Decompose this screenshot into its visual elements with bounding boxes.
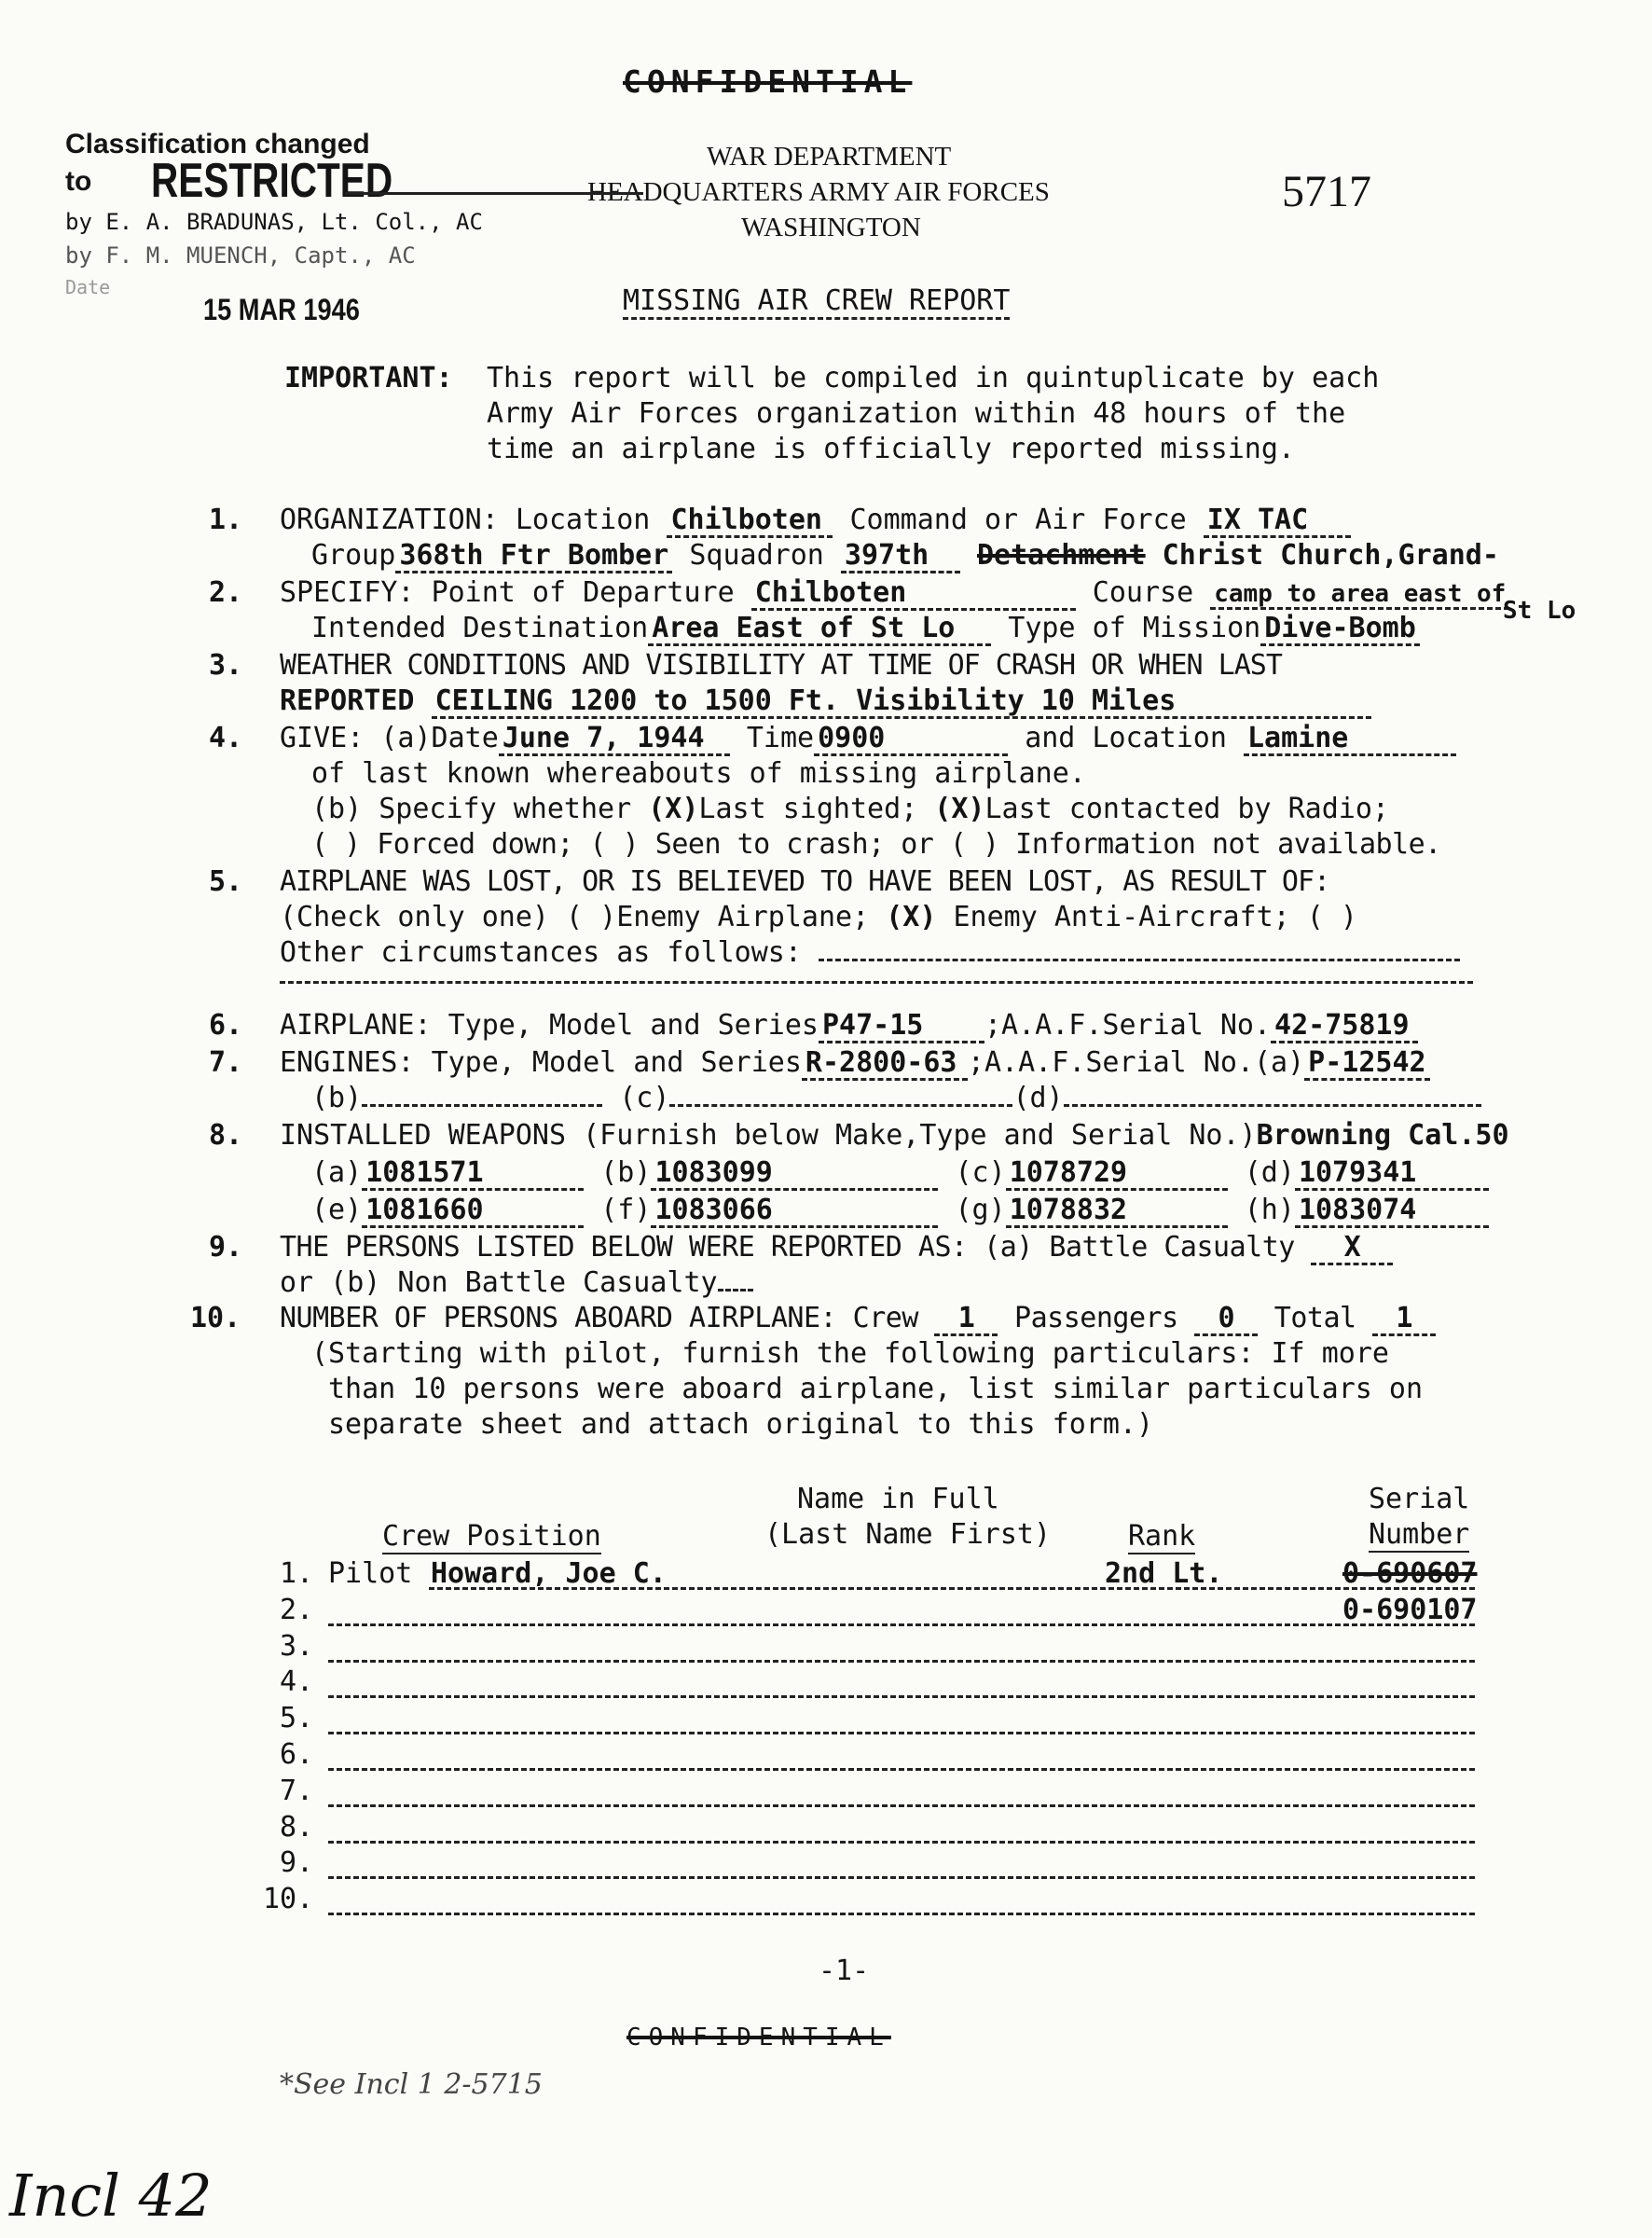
item-2-number: 2. (209, 576, 243, 609)
other-circumstances-label: Other circumstances as follows: (280, 936, 802, 969)
crew-row-line (328, 1768, 1475, 1771)
item-5-extra-line (280, 981, 1473, 984)
time-value: 0900 (814, 724, 1008, 756)
give-label: GIVE: (280, 722, 365, 754)
header-name-top: Name in Full (797, 1483, 999, 1515)
departure-value: Chilboten (751, 578, 1076, 611)
engine-c-value (669, 1104, 1012, 1107)
weapon-b-label: (b) (600, 1156, 652, 1189)
mission-value: Dive-Bomb (1260, 614, 1420, 646)
crew-row-line (328, 1660, 1475, 1663)
item-4-number: 4. (209, 722, 243, 754)
header-rank: Rank (1128, 1520, 1196, 1553)
item-1-number: 1. (209, 504, 243, 536)
report-number: 5717 (1282, 167, 1371, 216)
weapon-a-label: (a) (311, 1156, 363, 1189)
location-value: Chilboten (667, 505, 833, 538)
last-sighted-label: Last sighted; (698, 793, 918, 825)
passengers-label: Passengers (1014, 1302, 1178, 1334)
weapon-c-label: (c) (955, 1156, 1006, 1189)
confidential-bottom: CONFIDENTIAL (626, 2024, 891, 2052)
item-9-number: 9. (209, 1231, 243, 1264)
engine-b-label: (b) (311, 1082, 363, 1114)
airplane-type-label: Type, Model and Series (447, 1009, 819, 1042)
item-4-line-3 (311, 793, 1389, 825)
crew-row-number: 8. (280, 1811, 314, 1844)
date-label: (a)Date (380, 722, 499, 754)
weapons-row-1 (311, 1156, 1489, 1191)
crew-row-number: 1. (280, 1557, 314, 1590)
squadron-label: Squadron (689, 539, 824, 572)
crew-name: Howard, Joe C. (431, 1557, 667, 1590)
confidential-top: CONFIDENTIAL (623, 63, 913, 100)
location-note: Christ Church,Grand- (1162, 539, 1499, 572)
organization-label: ORGANIZATION: (280, 504, 499, 536)
destination-value: Area East of St Lo (648, 614, 991, 646)
persons-aboard-label: NUMBER OF PERSONS ABOARD AIRPLANE: Crew (280, 1302, 918, 1334)
crew-serial: 0-690607 (1342, 1557, 1478, 1590)
weather-value: CEILING 1200 to 1500 Ft. Visibility 10 Miles (432, 686, 1371, 719)
important-line-2: Army Air Forces organization within 48 hours of the (487, 397, 1346, 430)
item-10-line-1 (280, 1302, 1436, 1336)
crew-row-line (328, 1913, 1475, 1915)
crew-count: 1 (934, 1304, 998, 1336)
weapon-e-label: (e) (311, 1194, 363, 1226)
header-position: Crew Position (382, 1520, 601, 1553)
engine-d-label: (d) (1012, 1082, 1064, 1114)
dept-line-1: WAR DEPARTMENT (707, 142, 952, 172)
non-battle-label: or (b) Non Battle Casualty (280, 1266, 718, 1299)
important-label: IMPORTANT: (284, 362, 453, 394)
header-serial-bottom: Number (1369, 1518, 1470, 1551)
page-number: -1- (819, 1955, 870, 1987)
battle-casualty-mark: X (1311, 1233, 1393, 1265)
command-value: IX TAC (1204, 505, 1351, 538)
header-serial-top: Serial (1369, 1483, 1470, 1515)
group-value: 368th Ftr Bomber (395, 541, 672, 573)
last-contacted-mark: (X) (934, 793, 985, 825)
weapon-f-label: (f) (600, 1194, 652, 1226)
item-5-line-1: AIRPLANE WAS LOST, OR IS BELIEVED TO HAVE BEEN LOST, AS RESULT OF: (280, 865, 1330, 898)
airplane-serial-label: ;A.A.F.Serial No. (984, 1009, 1272, 1042)
crew-position: Pilot (328, 1557, 413, 1590)
item-4-line-4: ( ) Forced down; ( ) Seen to crash; or ( ) Information not available. (311, 828, 1441, 861)
crew-rank: 2nd Lt. (1105, 1557, 1223, 1590)
weapon-g-label: (g) (955, 1194, 1006, 1226)
crew-row-number: 4. (280, 1665, 314, 1698)
total-label: Total (1273, 1302, 1356, 1334)
crew-row-number: 9. (280, 1846, 314, 1879)
weapons-row-2 (311, 1194, 1489, 1228)
destination-label: Intended Destination (311, 612, 649, 644)
stamp-date: 15 MAR 1946 (203, 293, 360, 326)
location-4-label: and Location (1025, 722, 1227, 754)
crew-row-line (328, 1623, 1475, 1626)
passengers-count: 0 (1194, 1304, 1258, 1336)
crew-row-number: 6. (280, 1738, 314, 1771)
weapons-label: INSTALLED WEAPONS (Furnish below Make,Type and Serial No.) (280, 1119, 1257, 1152)
engines-label: ENGINES: (280, 1046, 415, 1079)
item-7-number: 7. (209, 1046, 243, 1079)
item-9-line-2 (280, 1266, 753, 1299)
crew-row-number: 2. (280, 1594, 314, 1626)
engine-b-value (362, 1104, 602, 1107)
weapon-d-serial: 1079341 (1295, 1158, 1489, 1191)
item-6-number: 6. (209, 1009, 243, 1042)
item-2-line-2 (311, 612, 1420, 646)
check-only-one: (Check only one) ( )Enemy Airplane; (280, 901, 870, 933)
weapon-f-serial: 1083066 (651, 1195, 938, 1228)
location-label: Location (515, 504, 651, 536)
item-8-line-1 (280, 1119, 1509, 1152)
item-5-line-3 (280, 936, 1460, 969)
item-4-line-1 (280, 722, 1456, 756)
last-sighted-mark: (X) (648, 793, 699, 825)
location-4-value: Lamine (1244, 724, 1456, 756)
crew-row-line (328, 1732, 1475, 1734)
item-1-line-1 (280, 504, 1351, 538)
item-10-number: 10. (190, 1302, 241, 1334)
reported-label: REPORTED (280, 684, 415, 717)
dept-line-2: HEADQUARTERS ARMY AIR FORCES (587, 177, 1050, 207)
weapon-h-serial: 1083074 (1295, 1195, 1489, 1228)
reported-as-label: THE PERSONS LISTED BELOW WERE REPORTED AS: (a) Battle Casualty (280, 1231, 1295, 1264)
anti-aircraft-mark: (X) (886, 901, 937, 933)
dept-line-3: WASHINGTON (741, 213, 921, 242)
weapon-c-serial: 1078729 (1006, 1158, 1228, 1191)
weather-line-1: WEATHER CONDITIONS AND VISIBILITY AT TIME OF CRASH OR WHEN LAST (280, 649, 1282, 682)
date-value: June 7, 1944 (499, 724, 730, 756)
item-9-line-1 (280, 1231, 1393, 1265)
specify-label: SPECIFY: (280, 576, 415, 609)
time-label: Time (746, 722, 815, 754)
course-value: camp to area east of (1210, 582, 1509, 610)
item-10-line-4: separate sheet and attach original to this form.) (328, 1408, 1154, 1441)
stamp-by-2: by F. M. MUENCH, Capt., AC (65, 242, 416, 269)
item-8-number: 8. (209, 1119, 243, 1152)
crew-row-line (328, 1804, 1475, 1807)
item-4-line-2: of last known whereabouts of missing airplane. (311, 757, 1086, 790)
engine-d-value (1064, 1104, 1481, 1107)
item-5-number: 5. (209, 865, 243, 898)
airplane-type-value: P47-15 (819, 1011, 984, 1043)
weapon-h-label: (h) (1244, 1194, 1295, 1226)
stamp-line-1: Classification changed (65, 129, 370, 159)
command-label: Command or Air Force (849, 504, 1187, 536)
item-6-line (280, 1009, 1418, 1043)
item-2-line-1 (280, 576, 1509, 611)
stamp-date-label: Date (65, 276, 111, 298)
report-title: MISSING AIR CREW REPORT (623, 284, 1010, 320)
item-7-line-1 (280, 1046, 1430, 1081)
engine-serial-a-value: P-12542 (1304, 1048, 1429, 1081)
important-line-3: time an airplane is officially reported missing. (487, 433, 1295, 465)
engine-type-value: R-2800-63 (802, 1048, 968, 1081)
stamp-by-1: by E. A. BRADUNAS, Lt. Col., AC (65, 209, 483, 235)
item-10-line-3: than 10 persons were aboard airplane, list similar particulars on (328, 1373, 1423, 1405)
course-end: St Lo (1503, 597, 1576, 625)
item-7-line-2 (311, 1082, 1481, 1114)
item-10-line-2: (Starting with pilot, furnish the following particulars: If more (311, 1337, 1389, 1370)
item-3-number: 3. (209, 649, 243, 682)
handwritten-note: *See Incl 1 2-5715 (280, 2068, 543, 2101)
squadron-value: 397th (841, 541, 960, 573)
item-1-line-2 (311, 539, 1499, 573)
item-5-line-2 (280, 901, 1357, 933)
weapon-d-label: (d) (1244, 1156, 1295, 1189)
crew-row-number: 3. (280, 1630, 314, 1663)
crew-row-number: 7. (280, 1775, 314, 1807)
course-label: Course (1092, 576, 1194, 609)
header-name-bottom: (Last Name First) (764, 1518, 1052, 1551)
non-battle-value (718, 1289, 753, 1292)
mission-label: Type of Mission (1008, 612, 1261, 644)
crew-row-line (328, 1695, 1475, 1698)
engine-type-label: Type, Model and Series (431, 1046, 802, 1079)
group-label: Group (311, 539, 396, 572)
weapon-g-serial: 1078832 (1006, 1195, 1228, 1228)
important-line-1: This report will be compiled in quintuplicate by each (487, 362, 1380, 394)
weapon-b-serial: 1083099 (651, 1158, 938, 1191)
total-count: 1 (1372, 1304, 1436, 1336)
engine-c-label: (c) (619, 1082, 670, 1114)
anti-aircraft-label: Enemy Anti-Aircraft; ( ) (953, 901, 1357, 933)
airplane-label: AIRPLANE: (280, 1009, 432, 1042)
crew-row-number: 10. (263, 1883, 314, 1915)
weapons-make: Browning Cal.50 (1256, 1119, 1509, 1152)
crew-row-line (328, 1841, 1475, 1844)
engine-serial-label: ;A.A.F.Serial No.(a) (967, 1046, 1305, 1079)
departure-label: Point of Departure (431, 576, 735, 609)
specify-whether: (b) Specify whether (311, 793, 632, 825)
weapon-e-serial: 1081660 (362, 1195, 584, 1228)
detachment-struck: Detachment (976, 539, 1146, 572)
stamp-restricted: RESTRICTED (151, 154, 393, 208)
other-circumstances-value (819, 959, 1460, 961)
last-contacted-label: Last contacted by Radio; (984, 793, 1389, 825)
item-3-line-2 (280, 684, 1371, 719)
crew-row-number: 5. (280, 1702, 314, 1734)
airplane-serial-value: 42-75819 (1271, 1011, 1418, 1043)
crew-serial: 0-690107 (1342, 1594, 1478, 1626)
stamp-to: to (65, 166, 92, 197)
weapon-a-serial: 1081571 (362, 1158, 584, 1191)
handwritten-incl: Incl 42 (9, 2162, 213, 2230)
stamp-underline (345, 192, 643, 195)
crew-row-line (328, 1876, 1475, 1879)
